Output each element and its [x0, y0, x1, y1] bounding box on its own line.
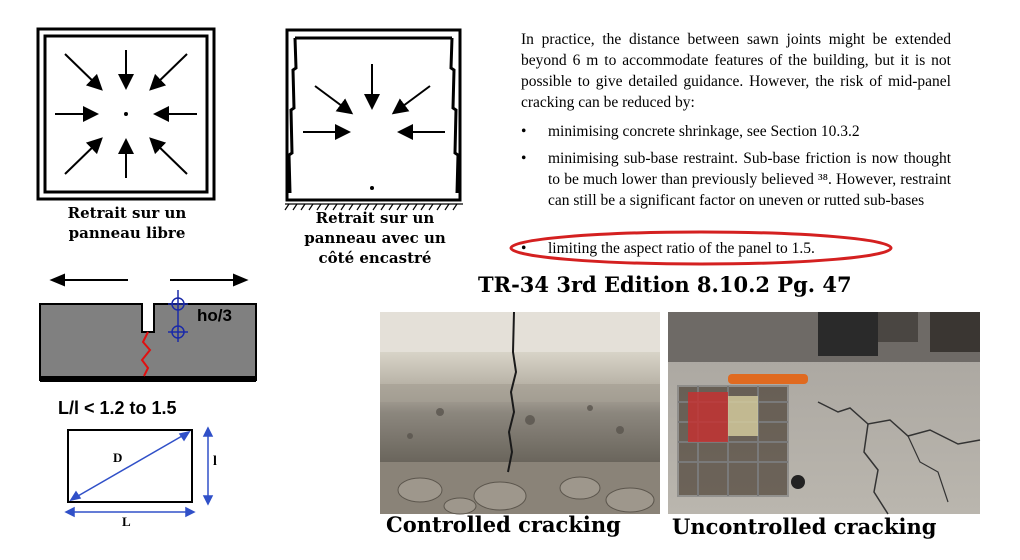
- panel-center-dot: [124, 112, 128, 116]
- bullet-text-2: minimising sub-base restraint. Sub-base friction is now thought to be much lower than previously believed ³⁸. However, restraint can still be a significant factor on uneven or rutted sub-bases: [548, 150, 951, 209]
- joint-depth-label: ho/3: [197, 306, 232, 325]
- bullet-marker: •: [521, 123, 527, 140]
- fixed-panel-caption: [280, 208, 470, 268]
- free-panel-diagram: [37, 28, 215, 200]
- bullet-item-2: [521, 148, 951, 232]
- bullet-text-3: limiting the aspect ratio of the panel to 1.5.: [548, 240, 815, 257]
- guidance-paragraph: In practice, the distance between sawn joints might be extended beyond 6 m to accommodate features of the building, but it is not possible to give detailed guidance. However, the risk of mid-panel cracking can be reduced by:: [521, 31, 951, 111]
- controlled-cracking-photo: [380, 312, 660, 514]
- fixed-panel-caption-line3: côté encastré: [318, 249, 432, 267]
- sawn-joint-section: [38, 270, 260, 390]
- reference-label: TR-34 3rd Edition 8.10.2 Pg. 47: [478, 272, 852, 297]
- diagonal-label: D: [113, 450, 123, 465]
- bullet-item-1: [521, 121, 951, 143]
- aspect-ratio-label: L/l < 1.2 to 1.5: [58, 398, 177, 418]
- uncontrolled-cracking-photo: [668, 312, 980, 514]
- fixed-panel-caption-line1: Retrait sur un: [315, 209, 435, 227]
- fixed-panel-inner-right: [451, 38, 458, 193]
- fixed-panel-anchor-dot: [370, 186, 374, 190]
- fixed-panel-diagram: [285, 28, 465, 208]
- free-panel-caption-line1: Retrait sur un: [67, 204, 187, 222]
- controlled-caption: Controlled cracking: [386, 512, 621, 537]
- uncontrolled-caption: Uncontrolled cracking: [672, 514, 937, 539]
- fixed-panel-outline: [287, 30, 460, 200]
- long-side-label: L: [122, 514, 131, 529]
- fixed-panel-inner-left: [289, 38, 296, 193]
- fixed-panel-caption-line2: panneau avec un: [304, 229, 446, 247]
- free-panel-caption: [37, 203, 217, 243]
- free-panel-caption-line2: panneau libre: [68, 224, 186, 242]
- slab-base-band: [40, 376, 256, 382]
- tension-arrows: [52, 275, 246, 285]
- highlight-ellipse: [508, 228, 894, 268]
- short-side-label: l: [213, 454, 217, 469]
- bullet-marker: •: [521, 150, 527, 167]
- fixed-shrinkage-arrows: [303, 64, 445, 132]
- bullet-marker: •: [521, 240, 527, 257]
- diagonal-line: [71, 432, 189, 500]
- bullet-text-1: minimising concrete shrinkage, see Section 10.3.2: [548, 123, 860, 140]
- panel-dimension-diagram: [62, 424, 222, 524]
